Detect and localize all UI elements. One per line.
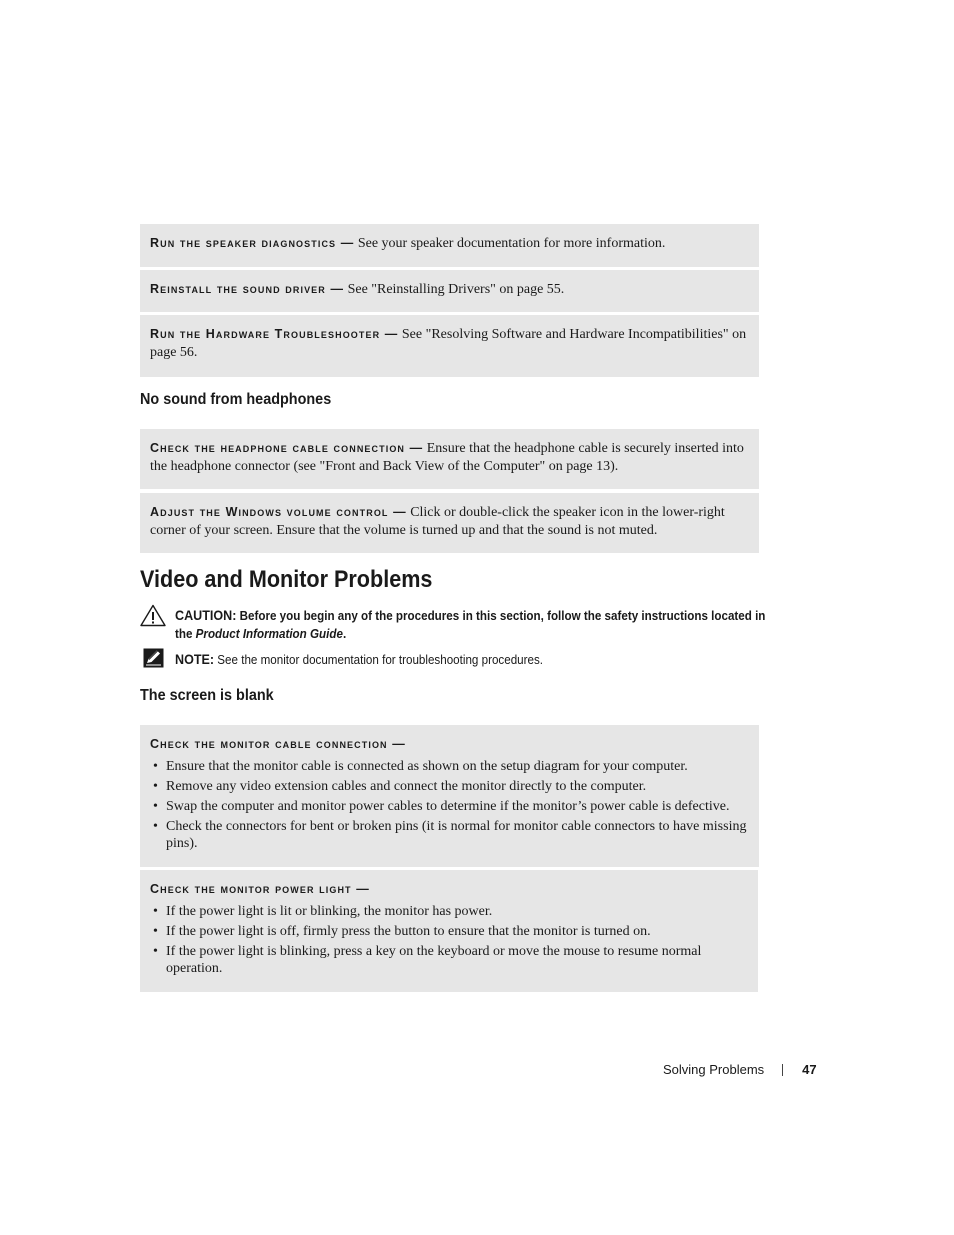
footer-section-title: Solving Problems	[663, 1062, 765, 1077]
headphones-heading: No sound from headphones	[140, 391, 332, 408]
step-lead: Run the Hardware Troubleshooter —	[150, 327, 399, 341]
step-lead: Reinstall the sound driver —	[150, 282, 345, 296]
caution-notice	[175, 607, 770, 643]
caution-text: Before you begin any of the procedures in this section, follow the safety instructions located in the	[175, 609, 766, 641]
list-item: • If the power light is blinking, press a key on the keyboard or move the mouse to resume normal operation.	[150, 943, 748, 978]
monitor-cable-box	[140, 725, 759, 867]
list-item: • If the power light is off, firmly press the button to ensure that the monitor is turned on.	[150, 923, 748, 941]
note-label: NOTE:	[175, 652, 215, 667]
note-notice	[175, 651, 770, 669]
headphone-cable-box	[140, 429, 759, 489]
caution-icon	[140, 604, 166, 627]
step-text: Ensure that the headphone cable is securely inserted into the headphone connector (see "Front and Back View of the Computer" on page 13).	[150, 441, 744, 474]
caution-label: CAUTION:	[175, 608, 237, 623]
power-light-box	[140, 870, 758, 992]
step-lead: Check the monitor cable connection —	[150, 737, 406, 751]
screen-blank-heading: The screen is blank	[140, 687, 274, 704]
note-icon	[143, 648, 164, 668]
list-item: • If the power light is lit or blinking, the monitor has power.	[150, 903, 748, 921]
page-footer	[663, 1062, 817, 1077]
caution-doc-title: Product Information Guide	[195, 627, 343, 641]
list-item: • Swap the computer and monitor power cables to determine if the monitor’s power cable is defective.	[150, 798, 749, 816]
list-item: • Remove any video extension cables and connect the monitor directly to the computer.	[150, 778, 749, 796]
step-lead: Check the monitor power light —	[150, 882, 370, 896]
footer-divider	[782, 1064, 783, 1076]
speaker-diagnostics-box	[140, 224, 759, 267]
step-lead: Check the headphone cable connection —	[150, 441, 424, 455]
monitor-cable-list	[150, 758, 749, 853]
step-lead: Adjust the Windows volume control —	[150, 505, 407, 519]
step-text: See your speaker documentation for more information.	[357, 236, 666, 251]
volume-control-box	[140, 493, 759, 553]
step-lead: Run the speaker diagnostics —	[150, 236, 355, 250]
caution-end: .	[342, 627, 347, 641]
step-text: See "Reinstalling Drivers" on page 55.	[347, 282, 565, 297]
list-item: • Check the connectors for bent or broken pins (it is normal for monitor cable connectors to have missing pins).	[150, 818, 749, 853]
step-text: Click or double-click the speaker icon in the lower-right corner of your screen. Ensure that the volume is turned up and that the sound is not muted.	[150, 505, 725, 538]
page-number: 47	[802, 1062, 817, 1077]
hardware-troubleshooter-box	[140, 315, 759, 377]
list-item: • Ensure that the monitor cable is connected as shown on the setup diagram for your computer.	[150, 758, 749, 776]
reinstall-driver-box	[140, 270, 759, 312]
step-text: See "Resolving Software and Hardware Incompatibilities" on page 56.	[150, 327, 747, 360]
video-monitor-heading: Video and Monitor Problems	[140, 566, 433, 593]
power-light-list	[150, 903, 748, 978]
note-text: See the monitor documentation for troubleshooting procedures.	[217, 653, 544, 667]
